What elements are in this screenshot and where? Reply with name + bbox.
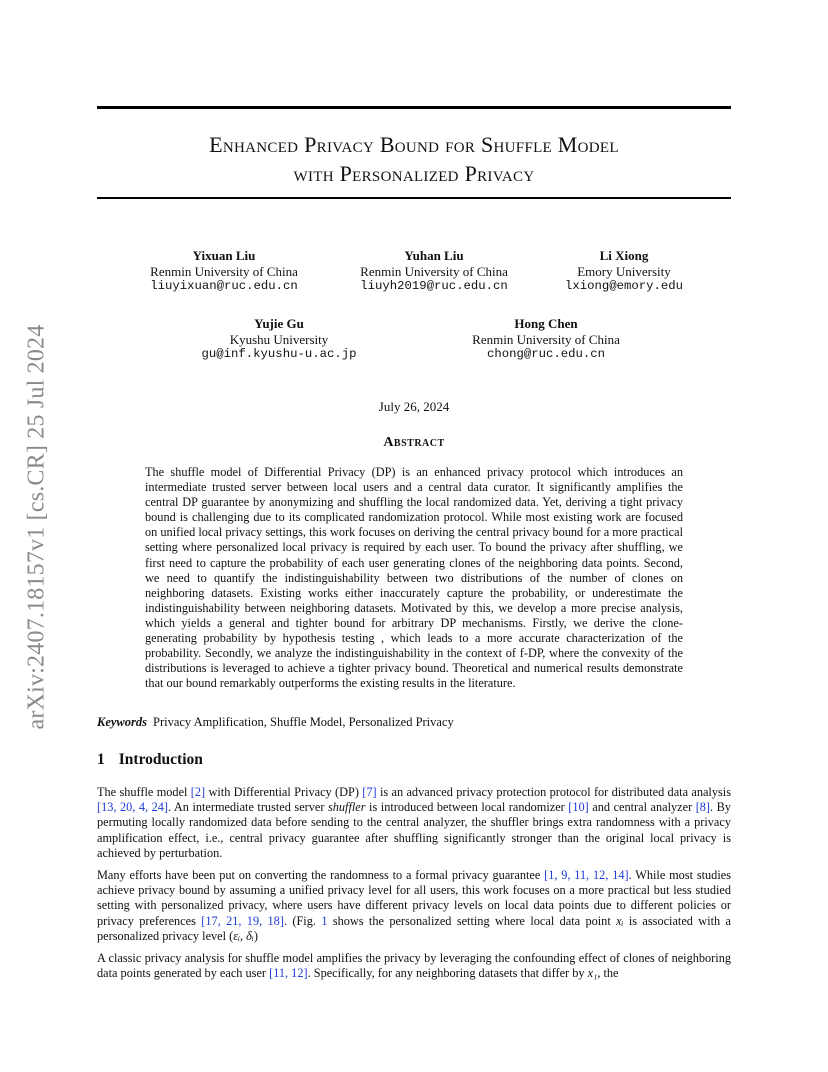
- author-affiliation: Renmin University of China: [150, 263, 298, 279]
- citation-link[interactable]: [10]: [568, 800, 589, 815]
- author-name: Li Xiong: [599, 248, 649, 263]
- text-run: The shuffle model: [97, 785, 191, 799]
- author-block: [150, 248, 298, 295]
- figure-link[interactable]: 1: [321, 913, 328, 928]
- title-line-2: with Personalized Privacy: [293, 161, 535, 186]
- text-run: . Specifically, for any neighboring datasets that differ by: [307, 966, 588, 981]
- section-heading: [97, 751, 203, 769]
- author-block: [565, 248, 683, 295]
- citation-link[interactable]: [1, 9, 11, 12, 14]: [544, 868, 629, 883]
- text-run: with Differential Privacy (DP): [205, 785, 363, 799]
- math-symbol: εᵢ, δᵢ: [233, 928, 254, 943]
- emphasis: shuffler: [327, 800, 366, 815]
- text-run: , the: [597, 966, 619, 981]
- author-affiliation: Kyushu University: [229, 331, 329, 347]
- paper-date: July 26, 2024: [378, 399, 450, 414]
- author-email[interactable]: lxiong@emory.edu: [564, 279, 684, 293]
- text-run: . While most studies achieve privacy bound by assuming a unified privacy level for all users, this work focuses on a more practical but less studied setting with personalized privacy, where users have different privacy levels on local data points due to different policies or privacy preferences: [97, 868, 731, 928]
- text-run: is an advanced privacy protection protocol for distributed data analysis: [376, 785, 731, 799]
- text-run: . By permuting locally randomized data before sending to the central analyzer, the shuffler brings extra randomness with a privacy amplification effect, i.e., central privacy guarantee after shuffling significantly stronger than the original local privacy is achieved by perturbation.: [97, 800, 731, 860]
- author-block: [202, 316, 357, 363]
- section-title: Introduction: [118, 751, 203, 768]
- text-run: shows the personalized setting where local data point: [327, 913, 617, 928]
- author-email[interactable]: chong@ruc.edu.cn: [486, 347, 606, 361]
- paragraph: [97, 951, 731, 981]
- author-affiliation: Emory University: [577, 263, 671, 279]
- paragraph: [97, 868, 731, 944]
- author-email[interactable]: liuyh2019@ruc.edu.cn: [360, 279, 508, 293]
- citation-link[interactable]: [17, 21, 19, 18]: [201, 913, 284, 928]
- text-run: . (Fig.: [283, 913, 322, 928]
- text-run: ): [253, 928, 258, 943]
- keywords-line: [97, 715, 454, 730]
- citation-link[interactable]: [8]: [695, 800, 711, 815]
- keywords-label: Keywords: [97, 715, 147, 729]
- title-line-1: Enhanced Privacy Bound for Shuffle Model: [209, 132, 619, 157]
- text-run: is introduced between local randomizer: [365, 800, 569, 815]
- text-run: A classic privacy analysis for shuffle model amplifies the privacy by leveraging the confounding effect of clones of neighboring data points generated by each user: [97, 951, 731, 981]
- math-symbol: x₁: [587, 966, 598, 981]
- title-bottom-rule: [97, 197, 731, 199]
- keywords-text: Privacy Amplification, Shuffle Model, Personalized Privacy: [153, 715, 454, 729]
- author-name: Yixuan Liu: [192, 248, 256, 263]
- body-text: [97, 785, 731, 988]
- author-block: [360, 248, 508, 295]
- math-symbol: xᵢ: [616, 913, 624, 928]
- author-affiliation: Renmin University of China: [472, 331, 620, 347]
- title-top-rule: [97, 106, 731, 109]
- citation-link[interactable]: [7]: [362, 785, 377, 799]
- paragraph: [97, 785, 731, 861]
- abstract-text: The shuffle model of Differential Privacy (DP) is an enhanced privacy protocol which introduces an intermediate trusted server between local users and a central data curator. It significantly amplifies the central DP guarantee by anonymizing and shuffling the local randomized data. Yet, deriving a tight privacy bound is challenging due to its complicated randomization protocol. While most existing work are focused on unified local privacy settings, this work focuses on deriving the central privacy bound for a more practical setting where personalized local privacy is required by each user. To bound the privacy after shuffling, we first need to capture the probability of each user generating clones of the neighboring data points. Second, we need to quantify the indistinguishability between two distributions of the number of clones on neighboring datasets. Existing works either inaccurately capture the probability, or underestimate the indistinguishability between neighboring datasets. Motivated by this, we develop a more precise analysis, which yields a general and tighter bound for arbitrary DP mechanisms. Firstly, we derive the clone-generating probability by hypothesis testing , which leads to a more accurate characterization of the probability. Secondly, we analyze the indistinguishability in the context of f-DP, where the convexity of the distributions is leveraged to achieve a tighter privacy bound. Theoretical and numerical results demonstrate that our bound remarkably outperforms the existing results in the literature.: [145, 465, 683, 691]
- text-run: is associated with a personalized privacy level (: [97, 913, 731, 943]
- author-name: Hong Chen: [514, 316, 578, 331]
- author-email[interactable]: gu@inf.kyushu-u.ac.jp: [201, 347, 357, 361]
- citation-link[interactable]: [2]: [190, 785, 206, 799]
- text-run: Many efforts have been put on converting the randomness to a formal privacy guarantee: [97, 868, 545, 883]
- author-email[interactable]: liuyixuan@ruc.edu.cn: [150, 279, 298, 293]
- author-affiliation: Renmin University of China: [360, 263, 508, 279]
- arxiv-id: arXiv:2407.18157v1 [cs.CR] 25 Jul 2024: [23, 324, 50, 730]
- text-run: . An intermediate trusted server: [168, 800, 328, 815]
- citation-link[interactable]: [11, 12]: [269, 966, 308, 981]
- section-number: 1: [97, 751, 105, 768]
- author-name: Yujie Gu: [254, 316, 304, 331]
- paper-title: [97, 130, 731, 188]
- author-block: [472, 316, 620, 363]
- abstract-heading: Abstract: [383, 435, 445, 450]
- citation-link[interactable]: [13, 20, 4, 24]: [97, 800, 168, 815]
- author-name: Yuhan Liu: [404, 248, 464, 263]
- arxiv-sidebar-stamp: [22, 297, 52, 757]
- text-run: and central analyzer: [588, 800, 696, 815]
